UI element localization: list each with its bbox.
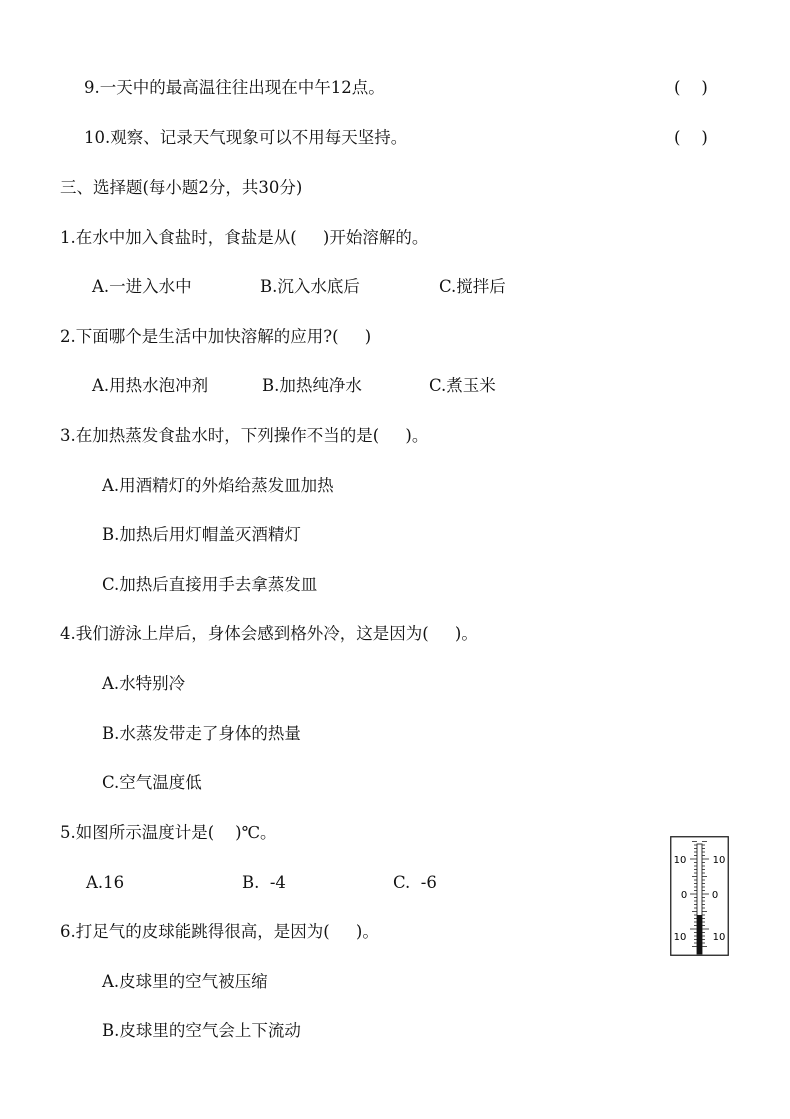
thermometer-liquid bbox=[697, 915, 702, 954]
option: C.空气温度低 bbox=[102, 773, 202, 792]
option: B.皮球里的空气会上下流动 bbox=[102, 1021, 301, 1040]
answer-blank: ( ) bbox=[674, 78, 708, 97]
question-stem: 2.下面哪个是生活中加快溶解的应用?( ) bbox=[60, 327, 372, 346]
option: A.皮球里的空气被压缩 bbox=[102, 972, 268, 991]
scale-label: 10 bbox=[673, 855, 687, 866]
answer-blank: ( ) bbox=[674, 128, 708, 147]
option: A.一进入水中 bbox=[92, 277, 192, 296]
scale-label: 10 bbox=[673, 932, 687, 943]
tf-item-text: 10.观察、记录天气现象可以不用每天坚持。 bbox=[84, 128, 408, 147]
scale-label: 0 bbox=[711, 890, 719, 901]
option: A.16 bbox=[86, 873, 125, 892]
option: A.用酒精灯的外焰给蒸发皿加热 bbox=[102, 476, 334, 495]
option: B.加热纯净水 bbox=[262, 376, 362, 395]
scale-label: 10 bbox=[712, 932, 726, 943]
option: A.用热水泡冲剂 bbox=[92, 376, 209, 395]
option: C.加热后直接用手去拿蒸发皿 bbox=[102, 575, 318, 594]
option: B. -4 bbox=[242, 873, 286, 892]
option: B.水蒸发带走了身体的热量 bbox=[102, 724, 301, 743]
question-stem: 6.打足气的皮球能跳得很高，是因为( )。 bbox=[60, 922, 379, 941]
question-stem: 4.我们游泳上岸后，身体会感到格外冷，这是因为( )。 bbox=[60, 624, 478, 643]
thermometer-figure bbox=[670, 836, 729, 956]
option: C. -6 bbox=[393, 873, 437, 892]
option: C.煮玉米 bbox=[429, 376, 496, 395]
section-heading: 三、选择题(每小题2分，共30分) bbox=[60, 178, 303, 197]
option: A.水特别冷 bbox=[102, 674, 186, 693]
option: B.沉入水底后 bbox=[260, 277, 360, 296]
question-stem: 3.在加热蒸发食盐水时，下列操作不当的是( )。 bbox=[60, 426, 429, 445]
question-stem: 5.如图所示温度计是( )℃。 bbox=[60, 823, 277, 842]
option: C.搅拌后 bbox=[439, 277, 506, 296]
question-stem: 1.在水中加入食盐时，食盐是从( )开始溶解的。 bbox=[60, 228, 429, 247]
tf-item-text: 9.一天中的最高温往往出现在中午12点。 bbox=[84, 78, 385, 97]
scale-label: 10 bbox=[712, 855, 726, 866]
scale-label: 0 bbox=[680, 890, 688, 901]
option: B.加热后用灯帽盖灭酒精灯 bbox=[102, 525, 301, 544]
